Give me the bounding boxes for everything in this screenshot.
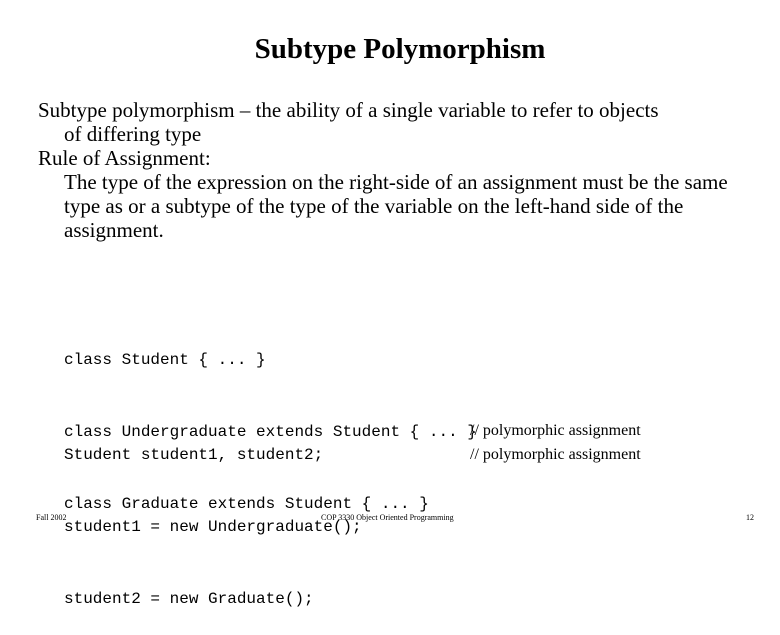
code-line: class Student { ... }: [64, 351, 266, 369]
code-line: student1 = new Undergraduate();: [64, 518, 362, 536]
footer-date: Fall 2002: [36, 513, 67, 522]
footer-course: COP 3330 Object Oriented Programming: [321, 513, 454, 522]
page-number: 12: [746, 513, 754, 522]
code-line: Student student1, student2;: [64, 446, 324, 464]
definition-line-2: of differing type: [64, 122, 202, 146]
definition-line-1: Subtype polymorphism – the ability of a single variable to refer to objects: [38, 98, 659, 122]
code-comments: [470, 419, 641, 467]
slide-body: [38, 98, 768, 242]
assignment-code: [64, 395, 362, 635]
definition-paragraph: [38, 98, 768, 146]
code-comment: // polymorphic assignment: [470, 422, 641, 439]
slide-title: Subtype Polymorphism: [254, 33, 546, 65]
rule-heading: Rule of Assignment:: [38, 146, 211, 170]
code-line: class Graduate extends Student { ... }: [64, 495, 429, 513]
code-comment: // polymorphic assignment: [470, 446, 641, 463]
rule-body: The type of the expression on the right-side of an assignment must be the same type as or a subtype of the type of the variable on the left-hand side of the assignment.: [64, 170, 728, 242]
code-line: class Undergraduate extends Student { ... }: [64, 423, 477, 441]
code-line: student2 = new Graduate();: [64, 590, 314, 608]
